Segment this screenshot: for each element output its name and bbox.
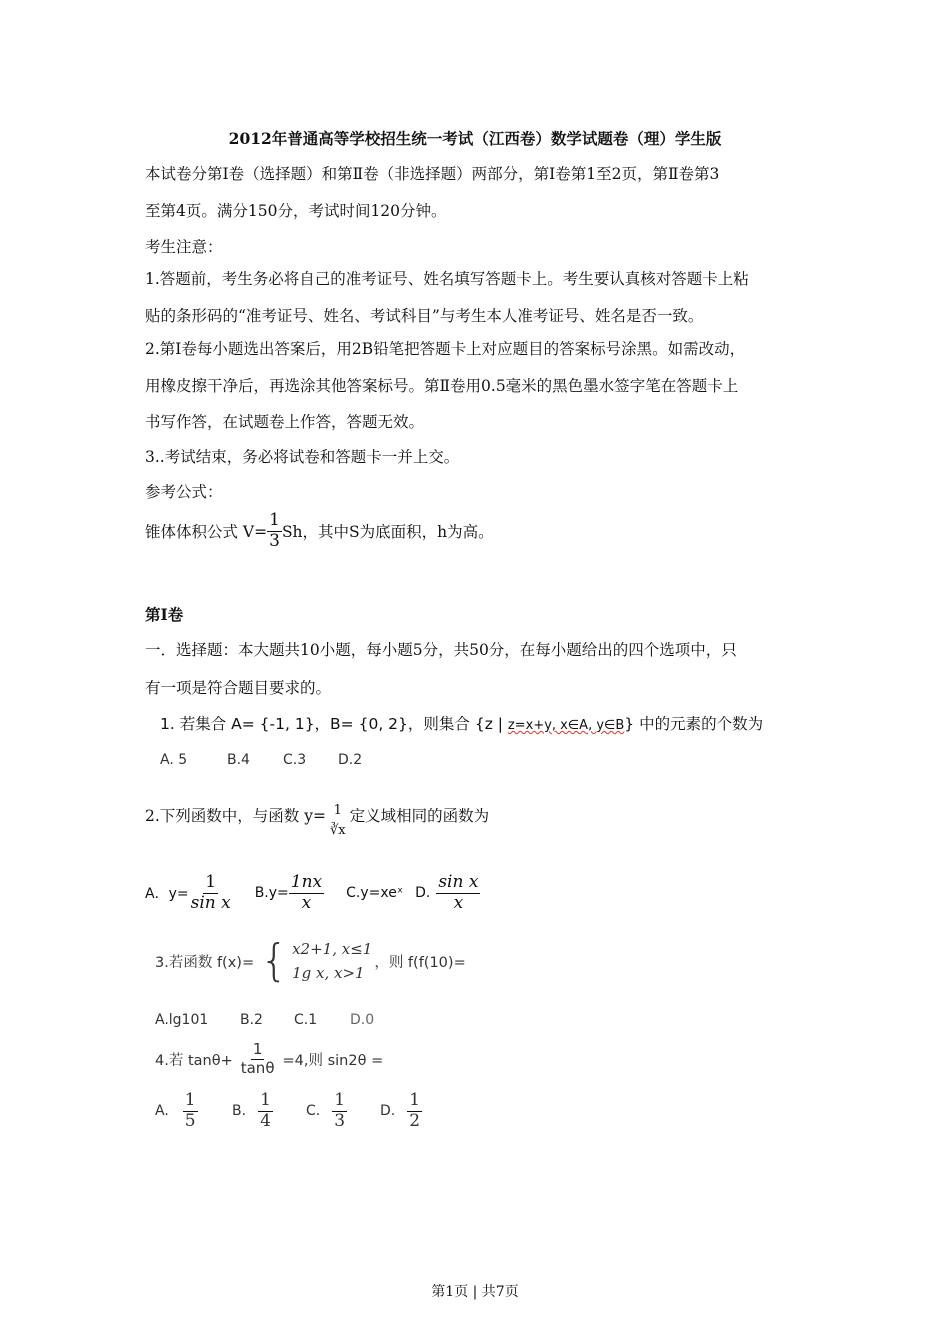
q3-cases (292, 937, 372, 985)
notice-3: 3..考试结束，务必将试卷和答题卡一并上交。 (145, 448, 460, 466)
q4-option-a (155, 1092, 198, 1131)
notice-2a: 2.第Ⅰ卷每小题选出答案后，用2B铅笔把答题卡上对应题目的答案标号涂黑。如需改动， (145, 340, 746, 358)
q4-numerator: 1 (252, 1040, 263, 1058)
formula-denominator: 3 (269, 530, 280, 551)
q2-option-d-fraction (436, 874, 480, 913)
formula-fraction (267, 512, 282, 551)
q4-option-a-label: A. (155, 1103, 169, 1120)
q4-option-b-num: 1 (260, 1090, 271, 1110)
q1-condition: z=x+y, x∈A, y∈B (507, 718, 625, 733)
q2-option-a-den: sin x (190, 892, 231, 913)
section-desc-2: 有一项是符合题目要求的。 (145, 679, 332, 697)
q1-prefix: 1. 若集合 A= {-1, 1}，B= {0, 2}，则集合 {z | (160, 715, 508, 733)
q1-option-a: A. 5 (160, 752, 188, 768)
q1-suffix: } 中的元素的个数为 (624, 715, 764, 733)
q3-case-2: 1g x, x>1 (292, 964, 365, 982)
formula-suffix: Sh，其中S为底面积，h为高。 (281, 523, 494, 542)
q4-option-c-label: C. (306, 1103, 321, 1120)
q4-option-d-num: 1 (409, 1090, 421, 1110)
volume-formula (145, 512, 494, 551)
q2-option-d-label: D. (415, 885, 431, 902)
q4-option-a-num: 1 (184, 1090, 196, 1110)
q2-option-a-num: 1 (205, 872, 217, 892)
q2-option-a-label: A．y= (145, 886, 189, 903)
q4-option-d-label: D. (380, 1103, 396, 1120)
q2-prefix: 2.下列函数中，与函数 y= (145, 807, 326, 825)
q2-suffix: 定义域相同的函数为 (349, 807, 490, 825)
q4-option-b-fraction (258, 1092, 273, 1131)
q4-denominator: tanθ (240, 1058, 275, 1077)
question-4 (155, 1042, 383, 1077)
q3-option-c: C.1 (294, 1012, 318, 1028)
q4-option-d (380, 1092, 422, 1131)
q4-option-b-den: 4 (260, 1110, 271, 1131)
q2-option-d-num: sin x (438, 872, 479, 892)
section-desc-1: 一．选择题：本大题共10小题，每小题5分，共50分，在每小题给出的四个选项中，只 (145, 641, 737, 659)
q4-prefix: 4.若 tanθ+ (155, 1052, 233, 1069)
question-1 (160, 712, 763, 734)
q3-case-1: x2+1, x≤1 (292, 940, 373, 958)
question-3 (155, 937, 466, 985)
q3-option-d: D.0 (350, 1012, 375, 1028)
q4-option-d-den: 2 (409, 1110, 421, 1131)
q2-options (145, 874, 480, 913)
formula-label: 参考公式： (145, 483, 223, 501)
q4-option-a-den: 5 (184, 1110, 196, 1131)
q4-option-c-fraction (332, 1092, 347, 1131)
q3-option-b: B.2 (240, 1012, 263, 1028)
formula-prefix: 锥体体积公式 V= (145, 523, 268, 542)
notice-1a: 1.答题前，考生务必将自己的准考证号、姓名填写答题卡上。考生要认真核对答题卡上粘 (145, 270, 749, 288)
notice-2b: 用橡皮擦干净后，再选涂其他答案标号。第Ⅱ卷用0.5毫米的黑色墨水签字笔在答题卡上 (145, 377, 739, 395)
page-footer: 第1页 | 共7页 (431, 1284, 519, 1300)
q1-option-d: D.2 (338, 752, 363, 768)
intro-line-1: 本试卷分第Ⅰ卷（选择题）和第Ⅱ卷（非选择题）两部分，第Ⅰ卷第1至2页，第Ⅱ卷第3 (145, 165, 720, 183)
notice-2c: 书写作答，在试题卷上作答，答题无效。 (145, 413, 425, 431)
notice-label: 考生注意： (145, 238, 223, 256)
q3-suffix: ，则 f(f(10)= (374, 954, 466, 971)
q4-option-c (306, 1092, 347, 1131)
section-heading: 第Ⅰ卷 (145, 605, 184, 624)
q4-option-c-num: 1 (334, 1090, 346, 1110)
q3-brace: { (260, 935, 289, 986)
q2-option-c: C.y=xeˣ (346, 885, 404, 902)
q2-option-b-label: B.y= (254, 885, 289, 902)
q4-option-d-fraction (407, 1092, 422, 1131)
q2-denominator: ∛x (329, 822, 346, 838)
q4-suffix: =4,则 sin2θ = (282, 1052, 384, 1069)
q3-prefix: 3.若函数 f(x)= (155, 954, 255, 971)
notice-1b: 贴的条形码的“准考证号、姓名、考试科目”与考生本人准考证号、姓名是否一致。 (145, 307, 704, 325)
q2-option-b-den: x (301, 892, 312, 913)
formula-numerator: 1 (269, 510, 280, 530)
q3-option-a: A.lg101 (155, 1012, 209, 1028)
q1-option-b: B.4 (227, 752, 250, 768)
q1-option-c: C.3 (283, 752, 307, 768)
q2-option-a-fraction (189, 874, 233, 913)
q2-fraction (330, 804, 346, 837)
intro-line-2: 至第4页。满分150分，考试时间120分钟。 (145, 202, 447, 220)
q4-fraction (239, 1042, 277, 1077)
page-title: 2012年普通高等学校招生统一考试（江西卷）数学试题卷（理）学生版 (228, 129, 722, 148)
q2-option-d-den: x (453, 892, 464, 913)
q4-option-a-fraction (183, 1092, 198, 1131)
q2-option-b-num: 1nx (290, 872, 323, 892)
q4-option-b-label: B. (232, 1103, 247, 1120)
q2-numerator: 1 (333, 803, 342, 818)
q2-option-b-fraction (289, 874, 324, 913)
q4-option-b (232, 1092, 273, 1131)
question-2 (145, 804, 489, 837)
q4-option-c-den: 3 (334, 1110, 346, 1131)
